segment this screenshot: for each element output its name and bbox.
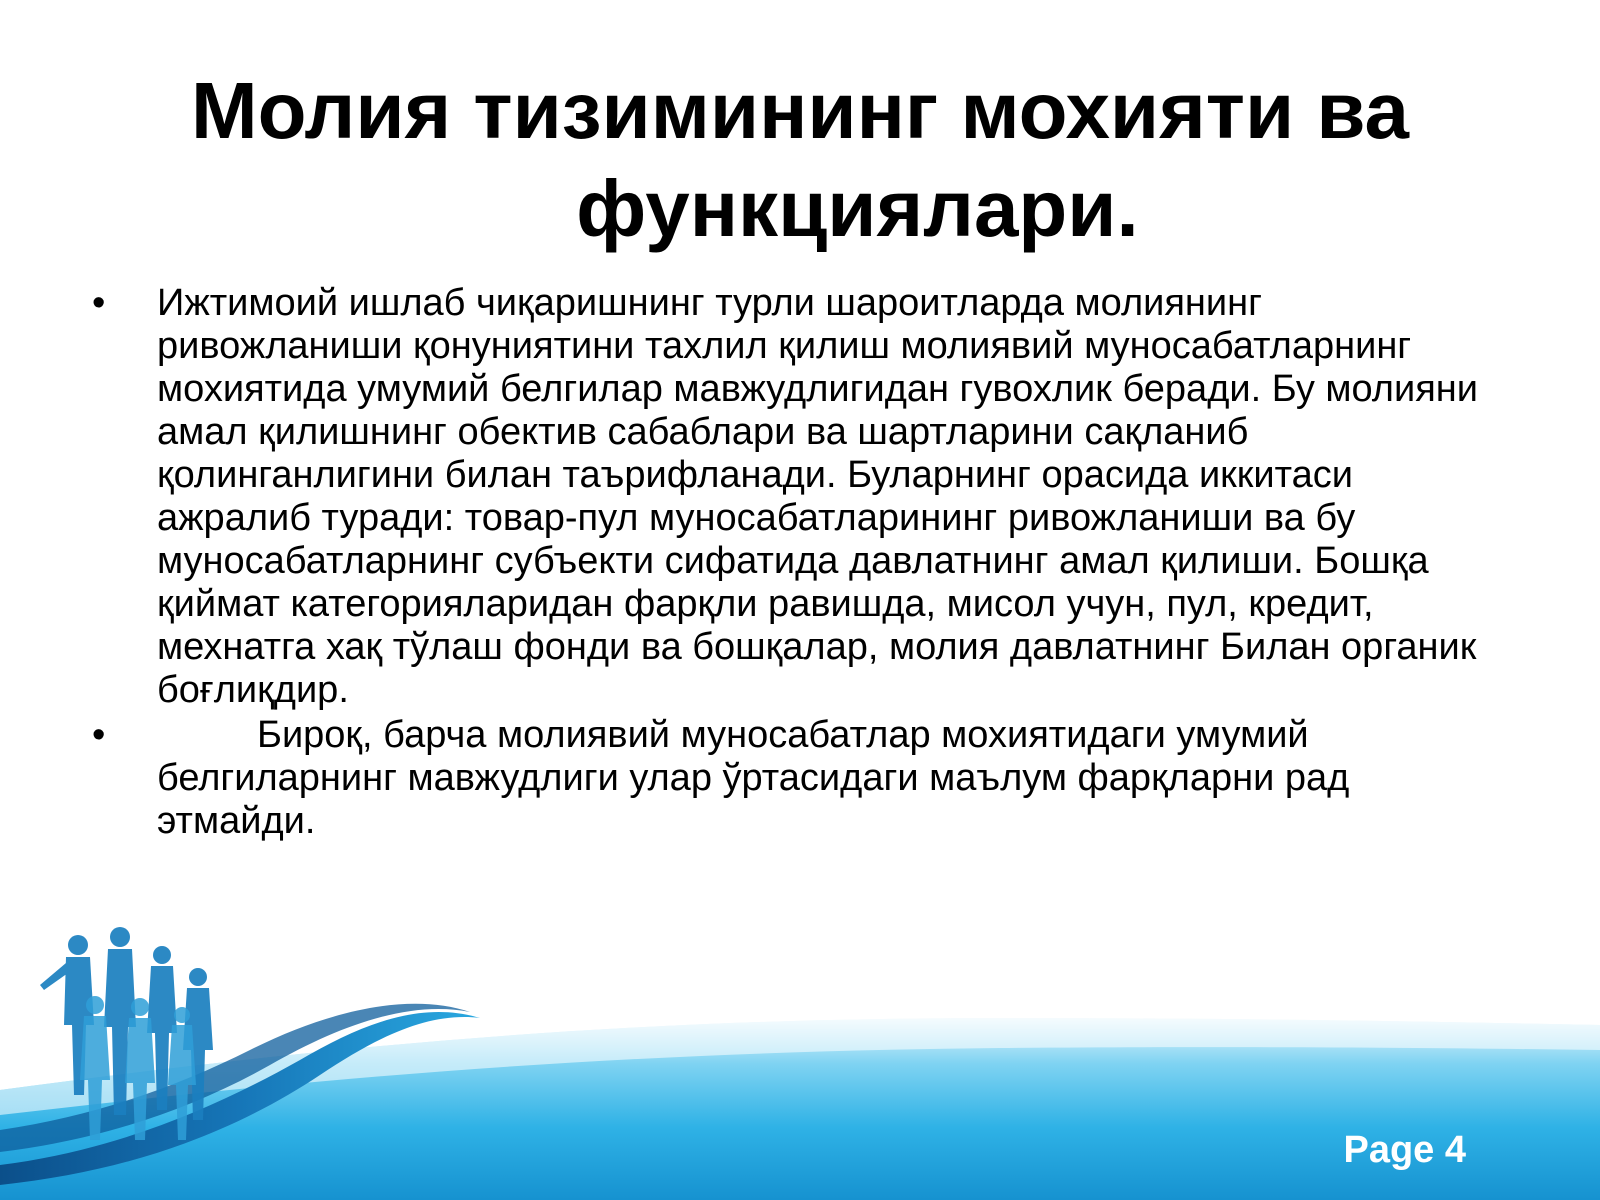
slide-body xyxy=(92,282,1512,845)
page-number-label: Page 4 xyxy=(1343,1129,1466,1171)
bullet-item-2 xyxy=(92,714,1512,843)
bullet-text-2: Бироқ, барча молиявий муносабатлар мохиятидаги умумий белгиларнинг мавжудлиги улар ўртасидаги маълум фарқларни рад этмайди. xyxy=(157,714,1350,842)
bullet-item-1 xyxy=(92,282,1512,712)
slide-title xyxy=(0,62,1600,258)
bullet-dot-icon: • xyxy=(92,714,106,756)
slide-title-line-1: Молия тизимининг мохияти ва xyxy=(190,66,1409,155)
slide-title-line-2: функциялари. xyxy=(576,164,1139,253)
business-people-icon xyxy=(20,915,230,1145)
bullet-text-1: Ижтимоий ишлаб чиқаришнинг турли шароитларда молиянинг ривожланиши қонуниятини тахлил қилиш молиявий муносабатларнинг мохиятида умумий белгилар мавжудлигидан гувохлик беради. Бу молияни амал қилишнинг обектив сабаблари ва шартларини сақланиб қолинганлигини билан таърифланади. Буларнинг орасида иккитаси ажралиб туради: товар-пул муносабатларининг ривожланиши ва бу муносабатларнинг субъекти сифатида давлатнинг амал қилиши. Бошқа қиймат категорияларидан фарқли равишда, мисол учун, пул, кредит, мехнатга хақ тўлаш фонди ва бошқалар, молия давлатнинг Билан органик боғлиқдир. xyxy=(157,282,1478,711)
bullet-dot-icon: • xyxy=(92,282,106,324)
